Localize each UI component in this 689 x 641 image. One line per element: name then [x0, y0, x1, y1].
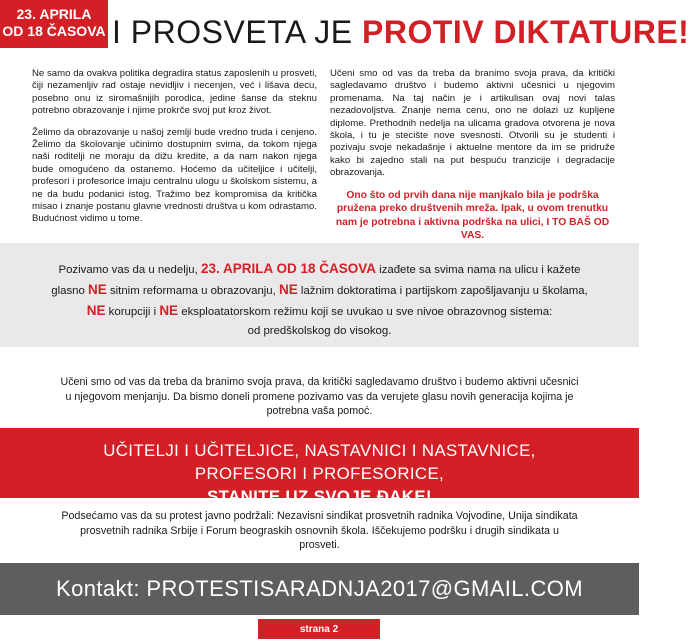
call-line-1: UČITELJI I UČITELJICE, NASTAVNICI I NASTAVNICE, — [103, 441, 536, 460]
invite-ne-3: NE — [86, 303, 106, 318]
contact-email: Kontakt: PROTESTISARADNJA2017@GMAIL.COM — [56, 576, 583, 601]
invite-text-c: glasno — [51, 285, 89, 297]
invite-ne-1: NE — [88, 282, 107, 297]
call-to-teachers-band — [0, 428, 639, 506]
learn-paragraph: Učeni smo od vas da treba da branimo svoja prava, da kritički sagledavamo društvo i budemo aktivni učesnici u njegovom menjanju. Da bismo doneli promene pozivamo vas da verujete glasu novih generacija kojima je potrebna vaša pomoć. — [60, 376, 579, 417]
date-badge — [0, 0, 108, 48]
contact-band — [0, 563, 639, 615]
invite-text-e: lažnim doktoratima i partijskom zapošljavanju u školama, — [297, 285, 588, 297]
badge-date: 23. APRILA — [16, 6, 92, 22]
support-paragraph: Podsećamo vas da su protest javno podržali: Nezavisni sindikat prosvetnih radnika Vojvodine, Unija sindikata prosvetnih radnika Srbije i Forum beograskih osnovnih škola. Iščekujemo podršku i drugih sindikata u prosveti. — [61, 510, 578, 551]
invite-line-1 — [0, 259, 639, 280]
invite-text-g: eksploatatorskom režimu koji se uvukao u sve nivoe obrazovnog sistema: — [178, 306, 553, 318]
right-paragraph-1: Učeni smo od vas da treba da branimo svoja prava, da kritički sagledavamo društvo i budemo aktivni učesnici u njegovim promenama. Na taj način je i artikulisan ovaj novi talas nezadovoljstva. Znanje nema cenu, ono ne dolazi uz kupljene diplome. Prethodnih nedelja na ulicama gradova otvorena je nova škola, i tu je stecište nove svesnosti. Otvorili su je studenti i pozivaju svoje nekadašnje i aktuelne mentore da im se pridruže kako bi zajedno stali na put bespuću tranzicije i degradacije obrazovanja. — [330, 68, 615, 179]
title-accent: PROTIV DIKTATURE! — [362, 14, 689, 50]
call-line-2 — [0, 462, 639, 508]
title-prefix: I PROSVETA JE — [112, 14, 363, 50]
badge-time: OD 18 ČASOVA — [2, 23, 106, 39]
social-support-note: Ono što od prvih dana nije manjkalo bila je podrška pružena preko društvenih mreža. Ipak, u ovom trenutku nam je potrebna i aktivna podrška na ulici, I TO BAŠ OD VAS. — [335, 189, 610, 242]
invite-date: 23. APRILA OD 18 ČASOVA — [200, 261, 376, 276]
invite-ne-2: NE — [278, 282, 298, 297]
invite-line-4: od predškolskog do visokog. — [247, 325, 392, 337]
left-paragraph-1: Ne samo da ovakva politika degradira status zaposlenih u prosveti, čiji nezamenljiv rad ostaje nevidljiv i necenjen, već i lišava decu, posebno onu iz siromašnijih porodica, jedine šanse da steknu potrebno obrazovanje i njime prokrče svoj put kroz život. — [32, 68, 317, 117]
invite-text-a: Pozivamo vas da u nedelju, — [58, 264, 201, 276]
invitation-band — [0, 243, 639, 347]
invite-line-3 — [0, 301, 639, 322]
invite-ne-4: NE — [159, 303, 179, 318]
left-column — [32, 68, 317, 235]
invite-text-d: sitnim reformama u obrazovanju, — [106, 285, 279, 297]
right-column — [330, 68, 615, 252]
page-title — [112, 14, 689, 51]
invite-text-b: izađete sa svima nama na ulicu i kažete — [376, 264, 581, 276]
page-number-tab: strana 2 — [258, 619, 380, 639]
call-line-2-bold: STANITE UZ SVOJE ĐAKE! — [207, 487, 432, 506]
invite-line-2 — [0, 280, 639, 301]
call-line-2-text: PROFESORI I PROFESORICE, — [194, 464, 445, 483]
left-paragraph-2: Želimo da obrazovanje u našoj zemlji bude vredno truda i cenjeno. Želimo da školovanje učinimo dostupnim svima, da tokom njega naši roditelji ne moraju da dižu kredite, a da nam nakon njega bude omogućeno da ostanemo. Hoćemo da učiteljice i učitelji, profesori i profesorice imaju centralnu ulogu u školskom sistemu, a ne da budu podanici istog. Tražimo bez kompromisa da kritička misao i znanje postanu glavne vrednosti društva u kom odrastamo. Budućnost vidimo u tome. — [32, 126, 317, 225]
invite-text-f: korupciji i — [105, 306, 160, 318]
